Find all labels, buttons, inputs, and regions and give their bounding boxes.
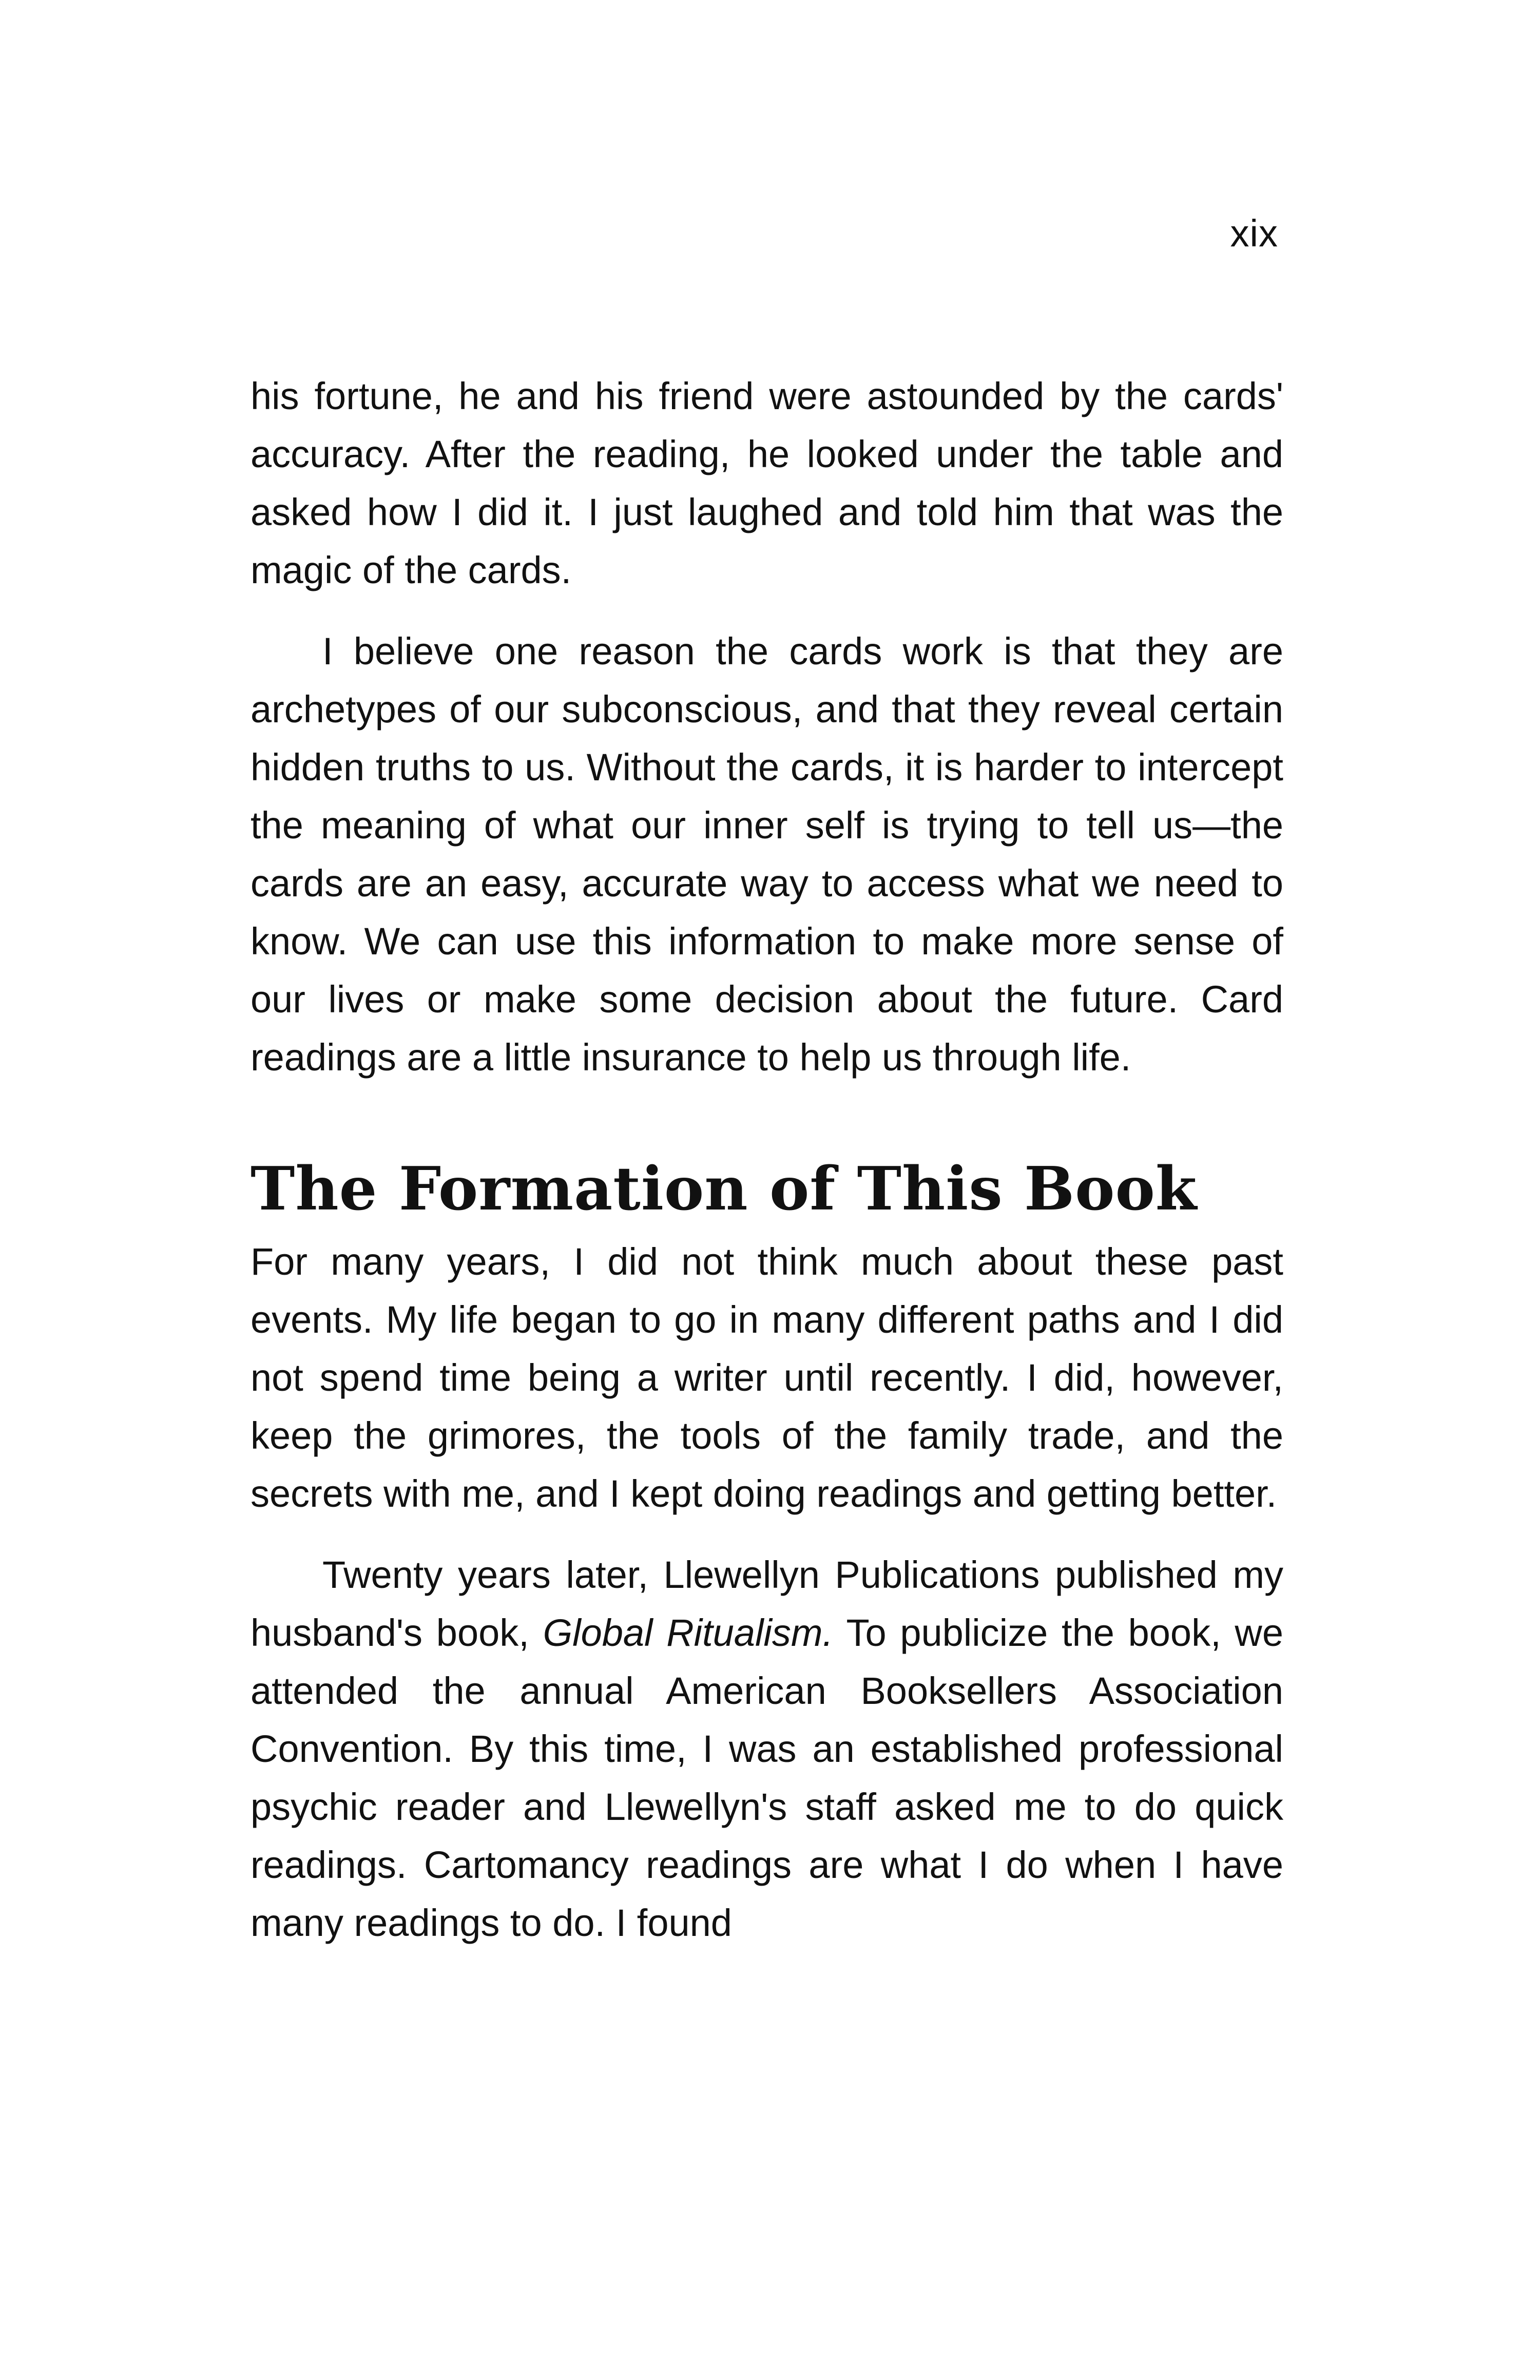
paragraph-past-events: For many years, I did not think much about these past events. My life began to go in many different paths and I did not spend time being a writer until recently. I did, however, keep the grimores, the tools of the family trade, and the secrets with me, and I kept doing readings and getting better.: [251, 1240, 1283, 1515]
paragraph-cards-work: I believe one reason the cards work is that they are archetypes of our subconscious, and that they reveal certain hidden truths to us. Without the cards, it is harder to intercept the meaning of what our inner self is trying to tell us—the cards are an easy, accurate way to access what we need to know. We can use this information to make more sense of our lives or make some decision about the future. Card readings are a little insurance to help us through life.: [251, 630, 1283, 1079]
section-heading: The Formation of This Book: [251, 1154, 1198, 1224]
book-title: Global Ritualism.: [543, 1611, 834, 1654]
paragraph-llewellyn: [251, 1546, 1283, 1952]
paragraph-llewellyn-text-start: Twenty years later, Llewellyn Publications published my husband's book,: [251, 1553, 1283, 1654]
paragraph-llewellyn-text-end: To publicize the book, we attended the annual American Booksellers Association Convention. By this time, I was an established professional psychic reader and Llewellyn's staff asked me to do quick readings. Cartomancy readings are what I do when I have many readings to do. I found: [251, 1611, 1283, 1944]
page-body: [251, 367, 1283, 1952]
page-number: xix: [1230, 212, 1278, 255]
paragraph-continuation: his fortune, he and his friend were astounded by the cards' accuracy. After the reading, he looked under the table and asked how I did it. I just laughed and told him that was the magic of the cards.: [251, 375, 1283, 591]
